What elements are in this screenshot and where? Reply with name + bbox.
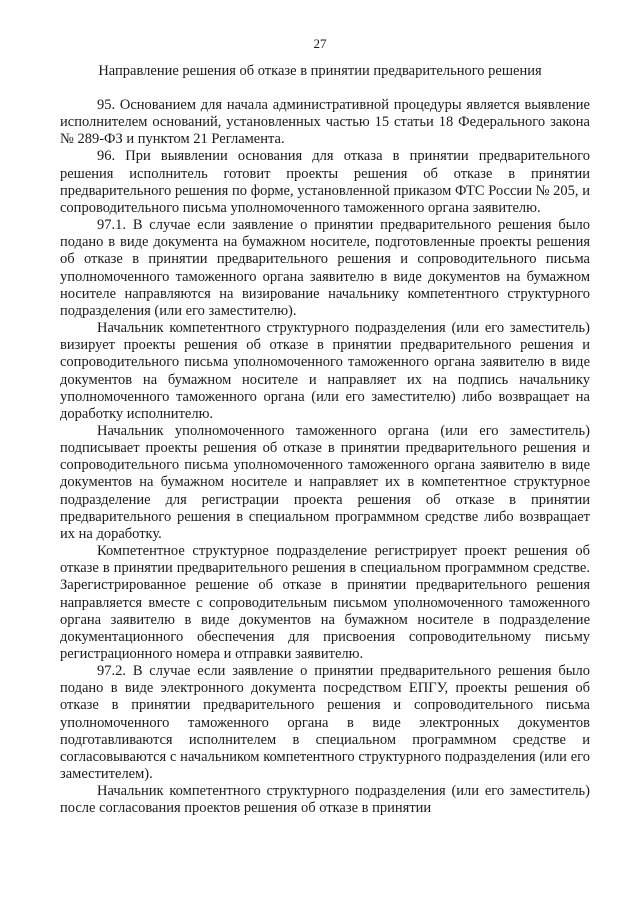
page-number: 27 bbox=[313, 36, 327, 51]
section-heading: Направление решения об отказе в принятии предварительного решения bbox=[98, 63, 542, 79]
paragraph-97-2-continued: Начальник компетентного структурного подразделения (или его заместитель) после согласования проектов решения об отказе в принятии bbox=[60, 783, 590, 817]
paragraph-97-1-visa: Начальник компетентного структурного подразделения (или его заместитель) визирует проекты решения об отказе в принятии предварительного решения и сопроводительного письма уполномоченного таможенного органа заявителю в виде документов на бумажном носителе и направляет их на подпись начальнику уполномоченного таможенного органа (или его заместителю) либо возвращает на доработку исполнителю. bbox=[60, 320, 590, 422]
paragraph-95: 95. Основанием для начала административной процедуры является выявление исполнителем оснований, установленных частью 15 статьи 18 Федерального закона № 289-ФЗ и пунктом 21 Регламента. bbox=[60, 97, 590, 148]
paragraph-97-1: 97.1. В случае если заявление о принятии предварительного решения было подано в виде документа на бумажном носителе, подготовленные проекты решения об отказе в принятии предварительного решения и сопроводительного письма уполномоченного таможенного органа заявителю в виде документов на бумажном носителе направляются на визирование начальнику компетентного структурного подразделения (или его заместителю). bbox=[60, 217, 590, 319]
document-body bbox=[60, 97, 590, 818]
paragraph-97-2: 97.2. В случае если заявление о принятии предварительного решения было подано в виде электронного документа посредством ЕПГУ, проекты решения об отказе в принятии предварительного решения и сопроводительного письма уполномоченного таможенного органа в виде электронных документов подготавливаются исполнителем в специальном программном средстве и согласовываются с начальником компетентного структурного подразделения (или его заместителем). bbox=[60, 663, 590, 783]
paragraph-97-1-register: Компетентное структурное подразделение регистрирует проект решения об отказе в принятии предварительного решения в специальном программном средстве. Зарегистрированное решение об отказе в принятии предварительного решения направляется вместе с сопроводительным письмом уполномоченного таможенного органа заявителю в виде документов на бумажном носителе в подразделение документационного обеспечения для присвоения сопроводительному письму регистрационного номера и отправки заявителю. bbox=[60, 543, 590, 662]
paragraph-96: 96. При выявлении основания для отказа в принятии предварительного решения исполнитель готовит проекты решения об отказе в принятии предварительного решения по форме, установленной приказом ФТС России № 205, и сопроводительного письма уполномоченного таможенного органа заявителю. bbox=[60, 148, 590, 216]
paragraph-97-1-sign: Начальник уполномоченного таможенного органа (или его заместитель) подписывает проекты решения об отказе в принятии предварительного решения и сопроводительного письма уполномоченного таможенного органа заявителю в виде документов на бумажном носителе и направляет их в компетентное структурное подразделение для регистрации проекта решения об отказе в принятии предварительного решения в специальном программном средстве либо возвращает их на доработку. bbox=[60, 422, 590, 542]
